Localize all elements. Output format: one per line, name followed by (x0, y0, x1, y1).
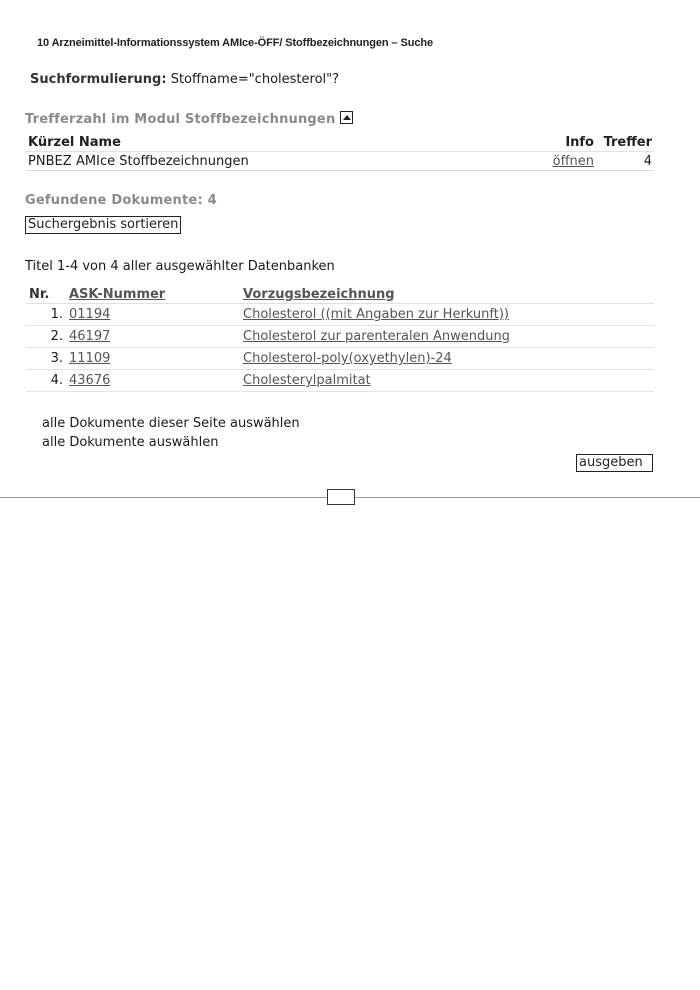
info-cell (542, 152, 596, 171)
module-hits-table (26, 133, 654, 171)
found-documents-title: Gefundene Dokumente: 4 (25, 193, 217, 208)
selection-options (42, 414, 300, 452)
table-row (26, 370, 654, 392)
module-row (26, 152, 654, 171)
ask-number-link[interactable]: 11109 (69, 351, 111, 366)
print-header: 10 Arzneimittel-Informationssystem AMIce-ÖFF/ Stoffbezeichnungen – Suche (37, 37, 433, 49)
treffer-header: Treffer (603, 134, 652, 150)
name-cell (240, 370, 654, 392)
ask-number-link[interactable]: 01194 (69, 307, 111, 322)
ask-number-header[interactable]: ASK-Nummer (69, 286, 166, 302)
module-kuerzel: PNBEZ (28, 153, 72, 169)
titles-range-info: Titel 1-4 von 4 aller ausgewählter Datenbanken (25, 259, 335, 274)
table-row (26, 326, 654, 348)
preferred-name-header[interactable]: Vorzugsbezeichnung (243, 286, 395, 302)
search-query (30, 72, 339, 87)
name-cell (240, 348, 654, 370)
ask-cell (66, 326, 240, 348)
sort-results-button[interactable]: Suchergebnis sortieren (25, 216, 181, 234)
ask-cell (66, 370, 240, 392)
table-row (26, 304, 654, 326)
results-table (26, 285, 654, 392)
row-number: 2. (26, 326, 66, 348)
row-number: 4. (26, 370, 66, 392)
row-number: 1. (26, 304, 66, 326)
results-header-row (26, 285, 654, 304)
preferred-name-link[interactable]: Cholesterol ((mit Angaben zur Herkunft)) (243, 307, 509, 322)
select-all-documents-link[interactable]: alle Dokumente auswählen (42, 435, 219, 450)
nr-header: Nr. (29, 286, 50, 302)
ask-cell (66, 304, 240, 326)
preferred-name-link[interactable]: Cholesterol zur parenteralen Anwendung (243, 329, 510, 344)
table-row (26, 348, 654, 370)
preferred-name-link[interactable]: Cholesterol-poly(oxyethylen)-24 (243, 351, 452, 366)
query-label: Suchformulierung: (30, 72, 167, 87)
open-module-link[interactable]: öffnen (552, 153, 594, 169)
module-section-title (25, 111, 353, 127)
info-header: Info (565, 134, 594, 150)
collapse-up-icon[interactable] (340, 111, 353, 124)
query-value: Stoffname="cholesterol"? (170, 72, 340, 87)
row-number: 3. (26, 348, 66, 370)
name-cell (240, 304, 654, 326)
module-treffer-count: 4 (643, 153, 652, 169)
name-cell (240, 326, 654, 348)
preferred-name-link[interactable]: Cholesterylpalmitat (243, 373, 371, 388)
module-table-header-row (26, 133, 654, 152)
module-section-title-text: Trefferzahl im Modul Stoffbezeichnungen (25, 112, 336, 127)
module-name: AMIce Stoffbezeichnungen (76, 153, 249, 169)
kuerzel-name-header: Kürzel Name (28, 134, 121, 150)
output-button[interactable]: ausgeben (576, 454, 653, 472)
ask-number-link[interactable]: 43676 (69, 373, 111, 388)
select-page-documents-link[interactable]: alle Dokumente dieser Seite auswählen (42, 416, 300, 431)
ask-cell (66, 348, 240, 370)
ask-number-link[interactable]: 46197 (69, 329, 111, 344)
page-marker-icon (327, 489, 355, 505)
